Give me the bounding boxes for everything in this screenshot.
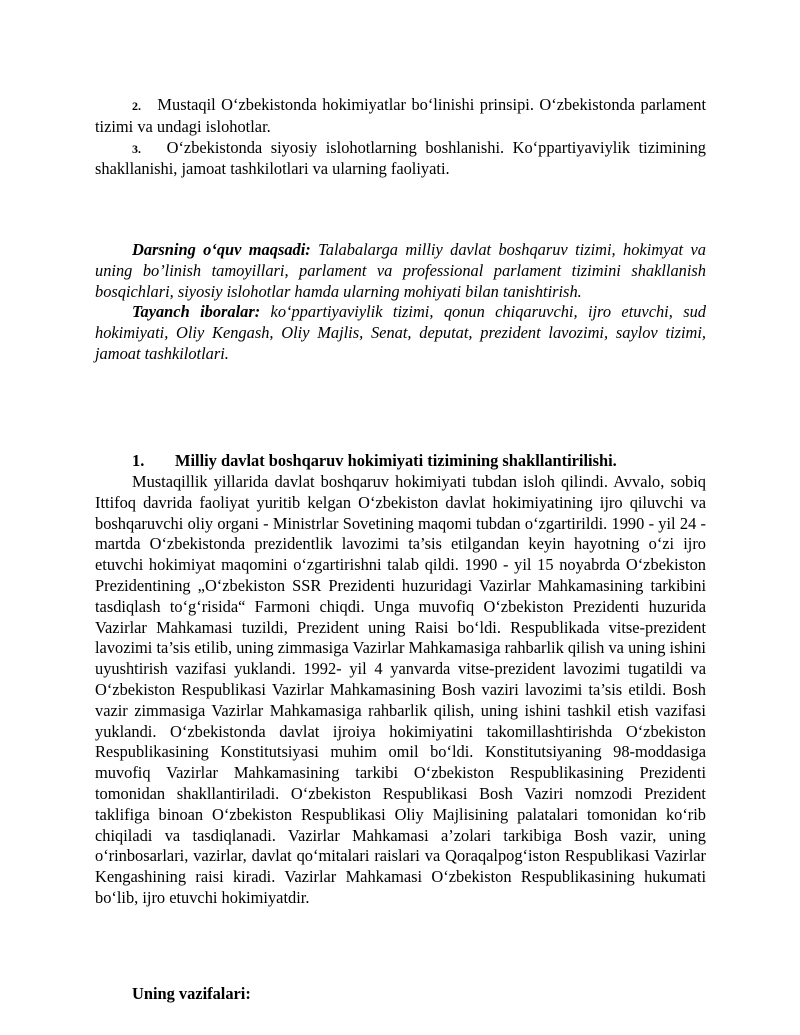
tasks-heading: Uning vazifalari: — [132, 984, 251, 1003]
keywords — [95, 302, 706, 364]
keywords-label: Tayanch iboralar: — [132, 302, 261, 322]
lesson-goal-block — [95, 240, 706, 365]
plan-item-number: 2. — [132, 99, 141, 113]
section-body-paragraph: Mustaqillik yillarida davlat boshqaruv hokimiyati tubdan isloh qilindi. Avvalo, sobiq Ittifoq davrida faoliyat yuritib kelgan O‘zbekiston davlat hokimiyatining ijro qiluvchi va boshqaruvchi oliy organi - Ministrlar Sovetining maqomi tubdan o‘zgartirildi. 1990 - yil 24 - martda O‘zbekistonda prezidentlik lavozimi ta’sis etilgandan keyin hayotning o‘zi ijro etuvchi hokimiyat maqomini o‘zgartirishni talab qildi. 1990 - yil 15 noyabrda O‘zbekiston Prezidentining „O‘zbekiston SSR Prezidenti huzuridagi Vazirlar Mahkamasining tarkibini tasdiqlash to‘g‘risida“ Farmoni chiqdi. Unga muvofiq O‘zbekiston Prezidenti huzurida Vazirlar Mahkamasi tuzildi, Prezident uning Raisi bo‘ldi. Respublikada vitse-prezident lavozimi ta’sis etilib, uning zimmasiga Vazirlar Mahkamasiga rahbarlik qilish va uning ishini uyushtirish vazifasi yuklandi. 1992- yil 4 yanvarda vitse-prezident lavozimi tugatildi va O‘zbekiston Respublikasi Vazirlar Mahkamasining Bosh vaziri lavozimi ta’sis etildi. Bosh vazir zimmasiga Vazirlar Mahkamasiga rahbarlik qilish, uning ishini tashkil etish vazifasi yuklandi. O‘zbekistonda davlat ijroiya hokimiyatini takomillashtirishda O‘zbekiston Respublikasining Konstitutsiyasi muhim omil bo‘ldi. Konstitutsiyaning 98-moddasiga muvofiq Vazirlar Mahkamasining tarkibi O‘zbekiston Respublikasining Prezidenti tomonidan shakllantiriladi. O‘zbekiston Respublikasi Bosh Vaziri nomzodi Prezident taklifiga binoan O‘zbekiston Respublikasi Oliy Majlisining palatalari tomonidan ko‘rib chiqiladi va tasdiqlanadi. Vazirlar Mahkamasi a’zolari tarkibiga Bosh vazir, uning o‘rinbosarlari, vazirlar, davlat qo‘mitalari raislari va Qoraqalpog‘iston Respublikasi Vazirlar Kengashining raisi kiradi. Vazirlar Mahkamasi O‘zbekiston Respublikasining hukumati bo‘lib, ijro etuvchi hokimiyatdir. — [95, 472, 706, 907]
plan-item-text: Mustaqil O‘zbekistonda hokimiyatlar bo‘linishi prinsipi. O‘zbekistonda parlament tizimi va undagi islohotlar. — [95, 95, 706, 136]
lesson-goal — [95, 240, 706, 302]
plan-item-text: O‘zbekistonda siyosiy islohotlarning boshlanishi. Ko‘ppartiyaviylik tizimining shakllanishi, jamoat tashkilotlari va ularning faoliyati. — [95, 137, 706, 179]
section-title: Milliy davlat boshqaruv hokimiyati tizimining shakllantirilishi. — [175, 451, 617, 470]
lesson-goal-label: Darsning o‘quv maqsadi: — [132, 240, 311, 259]
keywords-text: ko‘ppartiyaviylik tizimi, qonun chiqaruvchi, ijro etuvchi, sud hokimiyati, Oliy Kengash, Oliy Majlis, Senat, deputat, prezident lavozimi, saylov tizimi, jamoat tashkilotlari. — [95, 302, 706, 363]
section-heading — [132, 451, 692, 472]
plan-item — [95, 95, 706, 138]
section-number: 1. — [132, 451, 145, 470]
plan-item — [95, 138, 706, 181]
lesson-goal-text: Talabalarga milliy davlat boshqaruv tizimi, hokimyat va uning bo’linish tamoyillari, parlament va professional parlament tizimini shakllanish bosqichlari, siyosiy islohotlar hamda ularning mohiyati bilan tanishtirish. — [95, 240, 706, 301]
plan-item-number: 3. — [132, 141, 141, 156]
plan-list — [95, 95, 706, 180]
